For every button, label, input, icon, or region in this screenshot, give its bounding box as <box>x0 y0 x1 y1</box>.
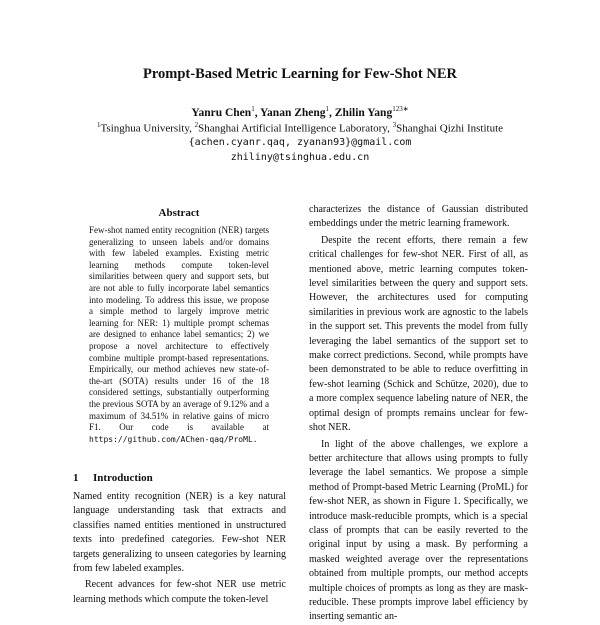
paper-title: Prompt-Based Metric Learning for Few-Shot NER <box>143 66 457 82</box>
affiliation: Shanghai Artificial Intelligence Laboratory, <box>198 122 393 135</box>
affiliation: Shanghai Qizhi Institute <box>396 122 504 135</box>
author-affil-mark: 1 <box>251 105 255 113</box>
author: Yanan Zheng$^1$, <box>260 105 335 119</box>
author-affil-mark: 1 <box>325 105 330 113</box>
author-affil-mark: 123∗ <box>392 105 409 113</box>
paragraph: Named entity recognition (NER) is a key natural language understanding task that extracts and classifies named entities mentioned in unstructured texts into predefined categories. Few-shot NER targets generalizing to unseen categories by learning from few labeled examples. <box>73 491 286 575</box>
section-heading: 1 Introduction <box>73 472 153 484</box>
abstract <box>89 207 269 467</box>
affiliation: Tsinghua University, <box>100 122 195 135</box>
abstract-body: Few-shot named entity recognition (NER) targets generalizing to unseen labels and/or domains with few labeled examples. Existing metric learning methods compute token-level similarities between query and support sets, but are not able to fully incorporate label semantics into modeling. To address this issue, we propose a simple method to largely improve metric learning for NER: 1) multiple prompt schemas are designed to enhance label semantics; 2) we propose a novel architecture to effectively combine multiple prompt-based representations. Empirically, our method achieves new state-of-the-art (SOTA) results under 16 of the 18 considered settings, substantially outperforming the previous SOTA by an average of 9.12% and a maximum of 34.51% in relative gains of micro F1. Our code is available at https://github.com/AChen-qaq/ProML. <box>89 225 269 444</box>
email-line: {achen.cyanr.qaq, zyanan93}@gmail.com <box>188 137 412 148</box>
paragraph: Recent advances for few-shot NER use metric learning methods which compute the token-level <box>73 579 286 605</box>
paragraph: In light of the above challenges, we explore a better architecture that allows using prompts to fully leverage the label semantics. We propose a simple method of Prompt-based Metric Learning (ProML) for few-shot NER, as shown in Figure 1. Specifically, we introduce mask-reducible prompts, which is a special class of prompts that can be easily reverted to the original input by using a mask. By performing a masked weighted average over the representations obtained from multiple prompts, our method accepts multiple choices of prompts as long as they are mask-reducible. These prompts improve label efficiency by inserting semantic an- <box>309 438 528 623</box>
introduction-section <box>73 472 286 605</box>
affiliation-line: $^1$Tsinghua University, $^2$Shanghai Artificial Intelligence Laboratory, $^3$Shanghai Qizhi Institute <box>96 121 504 135</box>
paragraph: characterizes the distance of Gaussian distributed embeddings under the metric learning framework. <box>309 204 528 230</box>
email-line: zhiliny@tsinghua.edu.cn <box>230 152 370 163</box>
author: Zhilin Yang$^{123∗}$ <box>334 105 409 119</box>
abstract-heading: Abstract <box>158 207 200 219</box>
author: Yanru Chen$^1$, <box>191 105 261 119</box>
right-column <box>309 203 528 623</box>
paragraph: Despite the recent efforts, there remain a few critical challenges for few-shot NER. First of all, as mentioned above, metric learning computes token-level similarities between the query and support sets. However, the architectures used for computing similarities in previous work are agnostic to the labels in the support set. This prevents the model from fully leveraging the label semantics of the support set to make correct predictions. Second, while prompts have been demonstrated to be able to reduce overfitting in few-shot learning (Schick and Schütze, 2020), due to a more complex sequence labeling nature of NER, the optimal design of prompts remains unclear for few-shot NER. <box>309 234 528 434</box>
code-link[interactable]: https://github.com/AChen-qaq/ProML. <box>89 434 258 444</box>
author-line <box>0 105 600 119</box>
